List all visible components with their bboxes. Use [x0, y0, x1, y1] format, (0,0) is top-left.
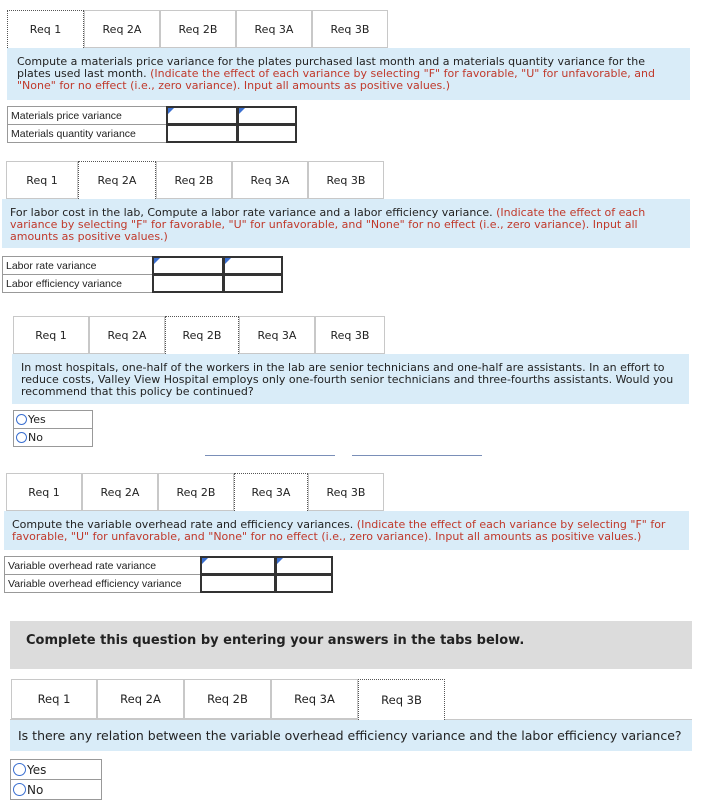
tab-req-3a[interactable]: Req 3A — [232, 161, 308, 199]
tab-req-3a[interactable]: Req 3A — [236, 10, 312, 48]
tab-req-2a[interactable]: Req 2A — [84, 10, 160, 48]
tab-req-2b[interactable]: Req 2B — [156, 161, 232, 199]
question-text: Is there any relation between the variable overhead efficiency variance and the labor efficiency variance? — [10, 720, 692, 751]
tab-req-2b[interactable]: Req 2B — [158, 473, 234, 511]
tab-req-2a[interactable]: Req 2A — [82, 473, 158, 511]
vo-rate-effect-select[interactable] — [275, 556, 333, 575]
option-no-label: No — [28, 431, 43, 444]
nav-divider-right — [352, 455, 482, 456]
nav-divider-left — [205, 455, 335, 456]
row-label-labor-efficiency: Labor efficiency variance — [2, 274, 154, 293]
vo-efficiency-amount-input[interactable] — [200, 574, 276, 593]
radio-icon[interactable] — [16, 414, 27, 425]
row-label-labor-rate: Labor rate variance — [2, 256, 154, 275]
option-no[interactable] — [10, 779, 102, 800]
question-text: In most hospitals, one-half of the workers in the lab are senior technicians and one-half are assistants. In an effort to reduce costs, Valley View Hospital employs only one-fourth senior technicians and three-fourths assistants. Would you recommend that this policy be continued? — [12, 354, 689, 404]
tab-req-3a[interactable]: Req 3A — [271, 679, 358, 719]
tab-req-2a[interactable]: Req 2A — [89, 316, 165, 354]
labor-efficiency-effect-select[interactable] — [223, 274, 283, 293]
instruction-text: (Indicate the effect of each variance by selecting "F" for favorable, "U" for unfavorable, and "None" for no effect (i.e., zero variance). Input all amounts as positive values.) — [10, 206, 646, 243]
question-body: For labor cost in the lab, Compute a labor rate variance and a labor efficiency variance. — [10, 206, 493, 219]
tab-req-3b[interactable]: Req 3B — [312, 10, 388, 48]
labor-rate-effect-select[interactable] — [223, 256, 283, 275]
tab-req-3a[interactable]: Req 3A — [234, 473, 308, 511]
tab-req-1[interactable]: Req 1 — [6, 161, 78, 199]
row-label-vo-rate: Variable overhead rate variance — [4, 556, 202, 575]
instruction-text: (Indicate the effect of each variance by selecting "F" for favorable, "U" for unfavorable, and "None" for no effect (i.e., zero variance). Input all amounts as positive values.) — [17, 67, 655, 92]
option-no[interactable] — [13, 428, 93, 447]
question-text — [7, 48, 690, 100]
radio-icon[interactable] — [16, 432, 27, 443]
option-yes[interactable] — [10, 759, 102, 780]
tab-req-1[interactable]: Req 1 — [6, 473, 82, 511]
tab-req-3a[interactable]: Req 3A — [239, 316, 315, 354]
tab-req-1[interactable]: Req 1 — [7, 10, 84, 48]
tab-req-1[interactable]: Req 1 — [11, 679, 97, 719]
complete-banner: Complete this question by entering your answers in the tabs below. — [10, 621, 692, 669]
materials-quantity-amount-input[interactable] — [166, 124, 238, 143]
labor-efficiency-amount-input[interactable] — [152, 274, 224, 293]
tab-req-2a[interactable]: Req 2A — [78, 161, 156, 199]
option-no-label: No — [27, 782, 44, 797]
radio-icon[interactable] — [13, 763, 26, 776]
tab-req-3b[interactable]: Req 3B — [315, 316, 385, 354]
tab-req-2b[interactable]: Req 2B — [184, 679, 271, 719]
tab-req-2a[interactable]: Req 2A — [97, 679, 184, 719]
option-yes[interactable] — [13, 410, 93, 429]
radio-icon[interactable] — [13, 783, 26, 796]
materials-price-amount-input[interactable] — [166, 106, 238, 125]
tab-req-3b[interactable]: Req 3B — [308, 473, 384, 511]
question-body: Compute the variable overhead rate and efficiency variances. — [12, 518, 354, 531]
vo-rate-amount-input[interactable] — [200, 556, 276, 575]
row-label-materials-quantity: Materials quantity variance — [7, 124, 167, 143]
tab-req-2b[interactable]: Req 2B — [160, 10, 236, 48]
question-body: Compute a materials price variance for the plates purchased last month and a materials quantity variance for the plates used last month. — [17, 55, 645, 80]
tab-req-1[interactable]: Req 1 — [13, 316, 89, 354]
instruction-text: (Indicate the effect of each variance by selecting "F" for favorable, "U" for unfavorable, and "None" for no effect (i.e., zero variance). Input all amounts as positive values.) — [12, 518, 666, 543]
labor-rate-amount-input[interactable] — [152, 256, 224, 275]
question-text — [4, 511, 689, 550]
materials-quantity-effect-select[interactable] — [237, 124, 297, 143]
row-label-vo-efficiency: Variable overhead efficiency variance — [4, 574, 202, 593]
option-yes-label: Yes — [27, 762, 47, 777]
tab-req-3b[interactable]: Req 3B — [358, 679, 445, 720]
tab-req-3b[interactable]: Req 3B — [308, 161, 384, 199]
vo-efficiency-effect-select[interactable] — [275, 574, 333, 593]
tab-req-2b[interactable]: Req 2B — [165, 316, 239, 354]
materials-price-effect-select[interactable] — [237, 106, 297, 125]
question-text — [2, 199, 690, 248]
row-label-materials-price: Materials price variance — [7, 106, 167, 125]
option-yes-label: Yes — [28, 413, 46, 426]
